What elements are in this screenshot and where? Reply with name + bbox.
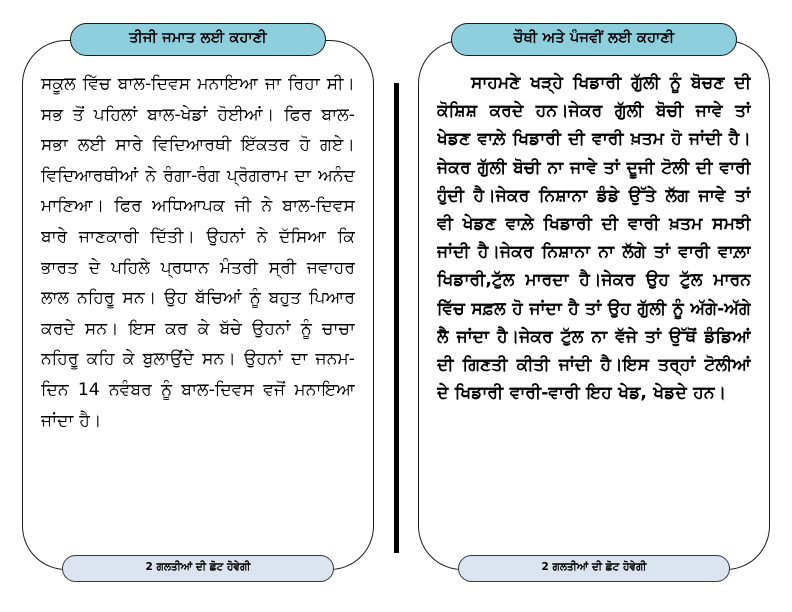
story-card-header-label: ਤੀਜੀ ਜਮਾਤ ਲਈ ਕਹਾਣੀ xyxy=(129,30,267,46)
story-card-grade-3 xyxy=(22,30,374,574)
story-card-footer-pill xyxy=(62,555,334,582)
story-card-header-pill xyxy=(70,23,326,56)
story-card-grade-4-5 xyxy=(418,30,770,574)
story-card-header-label: ਚੌਥੀ ਅਤੇ ਪੰਜਵੀਂ ਲਈ ਕਹਾਣੀ xyxy=(513,30,675,46)
story-card-footer-pill xyxy=(458,555,730,582)
story-card-footer-label: 2 ਗਲਤੀਆਂ ਦੀ ਛੋਟ ਹੋਵੇਗੀ xyxy=(145,561,251,574)
story-card-header-pill xyxy=(451,23,737,56)
vertical-divider xyxy=(394,83,399,553)
story-card-body xyxy=(437,69,751,527)
story-card-body xyxy=(41,69,355,527)
story-card-footer-label: 2 ਗਲਤੀਆਂ ਦੀ ਛੋਟ ਹੋਵੇਗੀ xyxy=(541,561,647,574)
story-paragraph: ਸਾਹਮਣੇ ਖੜ੍ਹੇ ਖਿਡਾਰੀ ਗੁੱਲੀ ਨੂੰ ਬੋਚਣ ਦੀ ਕੋਸ਼ਿਸ਼ ਕਰਦੇ ਹਨ।ਜੇਕਰ ਗੁੱਲੀ ਬੋਚੀ ਜਾਵੇ ਤਾਂ ਖੇਡਣ ਵਾਲ਼ੇ ਖਿਡਾਰੀ ਦੀ ਵਾਰੀ ਖ਼ਤਮ ਹੋ ਜਾਂਦੀ ਹੈ।ਜੇਕਰ ਗੁੱਲੀ ਬੋਚੀ ਨਾ ਜਾਵੇ ਤਾਂ ਦੂਜੀ ਟੋਲੀ ਦੀ ਵਾਰੀ ਹੁੰਦੀ ਹੈ।ਜੇਕਰ ਨਿਸ਼ਾਨਾ ਡੰਡੇ ਉੱਤੇ ਲੱਗ ਜਾਵੇ ਤਾਂ ਵੀ ਖੇਡਣ ਵਾਲ਼ੇ ਖਿਡਾਰੀ ਦੀ ਵਾਰੀ ਖ਼ਤਮ ਸਮਝੀ ਜਾਂਦੀ ਹੈ।ਜੇਕਰ ਨਿਸ਼ਾਨਾ ਨਾ ਲੱਗੇ ਤਾਂ ਵਾਰੀ ਵਾਲ਼ਾ ਖਿਡਾਰੀ,ਟੁੱਲ ਮਾਰਦਾ ਹੈ।ਜੇਕਰ ਉਹ ਟੁੱਲ ਮਾਰਨ ਵਿੱਚ ਸਫ਼ਲ ਹੋ ਜਾਂਦਾ ਹੈ ਤਾਂ ਉਹ ਗੁੱਲੀ ਨੂੰ ਅੱਗੇ-ਅੱਗੇ ਲੈ ਜਾਂਦਾ ਹੈ।ਜੇਕਰ ਟੁੱਲ ਨਾ ਵੱਜੇ ਤਾਂ ਉੱਥੋਂ ਡੰਡਿਆਂ ਦੀ ਗਿਣਤੀ ਕੀਤੀ ਜਾਂਦੀ ਹੈ।ਇਸ ਤਰ੍ਹਾਂ ਟੋਲੀਆਂ ਦੇ ਖਿਡਾਰੀ ਵਾਰੀ-ਵਾਰੀ ਇਹ ਖੇਡ, ਖੇਡਦੇ ਹਨ। xyxy=(437,73,751,404)
story-paragraph: ਸਕੂਲ ਵਿੱਚ ਬਾਲ-ਦਿਵਸ ਮਨਾਇਆ ਜਾ ਰਿਹਾ ਸੀ। ਸਭ ਤੋਂ ਪਹਿਲਾਂ ਬਾਲ-ਖੇਡਾਂ ਹੋਈਆਂ। ਫਿਰ ਬਾਲ-ਸਭਾ ਲਈ ਸਾਰੇ ਵਿਦਿਆਰਥੀ ਇੱਕਤਰ ਹੋ ਗਏ। ਵਿਦਿਆਰਥੀਆਂ ਨੇ ਰੰਗਾ-ਰੰਗ ਪ੍ਰੋਗਰਾਮ ਦਾ ਅਨੰਦ ਮਾਣਿਆ। ਫਿਰ ਅਧਿਆਪਕ ਜੀ ਨੇ ਬਾਲ-ਦਿਵਸ ਬਾਰੇ ਜਾਣਕਾਰੀ ਦਿੱਤੀ। ਉਹਨਾਂ ਨੇ ਦੱਸਿਆ ਕਿ ਭਾਰਤ ਦੇ ਪਹਿਲੇ ਪ੍ਰਧਾਨ ਮੰਤਰੀ ਸ੍ਰੀ ਜਵਾਹਰ ਲਾਲ ਨਹਿਰੂ ਸਨ। ਉਹ ਬੱਚਿਆਂ ਨੂੰ ਬਹੁਤ ਪਿਆਰ ਕਰਦੇ ਸਨ। ਇਸ ਕਰ ਕੇ ਬੱਚੇ ਉਹਨਾਂ ਨੂੰ ਚਾਚਾ ਨਹਿਰੂ ਕਹਿ ਕੇ ਬੁਲਾਉਂਦੇ ਸਨ। ਉਹਨਾਂ ਦਾ ਜਨਮ-ਦਿਨ 14 ਨਵੰਬਰ ਨੂੰ ਬਾਲ-ਦਿਵਸ ਵਜੋਂ ਮਨਾਇਆ ਜਾਂਦਾ ਹੈ। xyxy=(41,74,355,431)
